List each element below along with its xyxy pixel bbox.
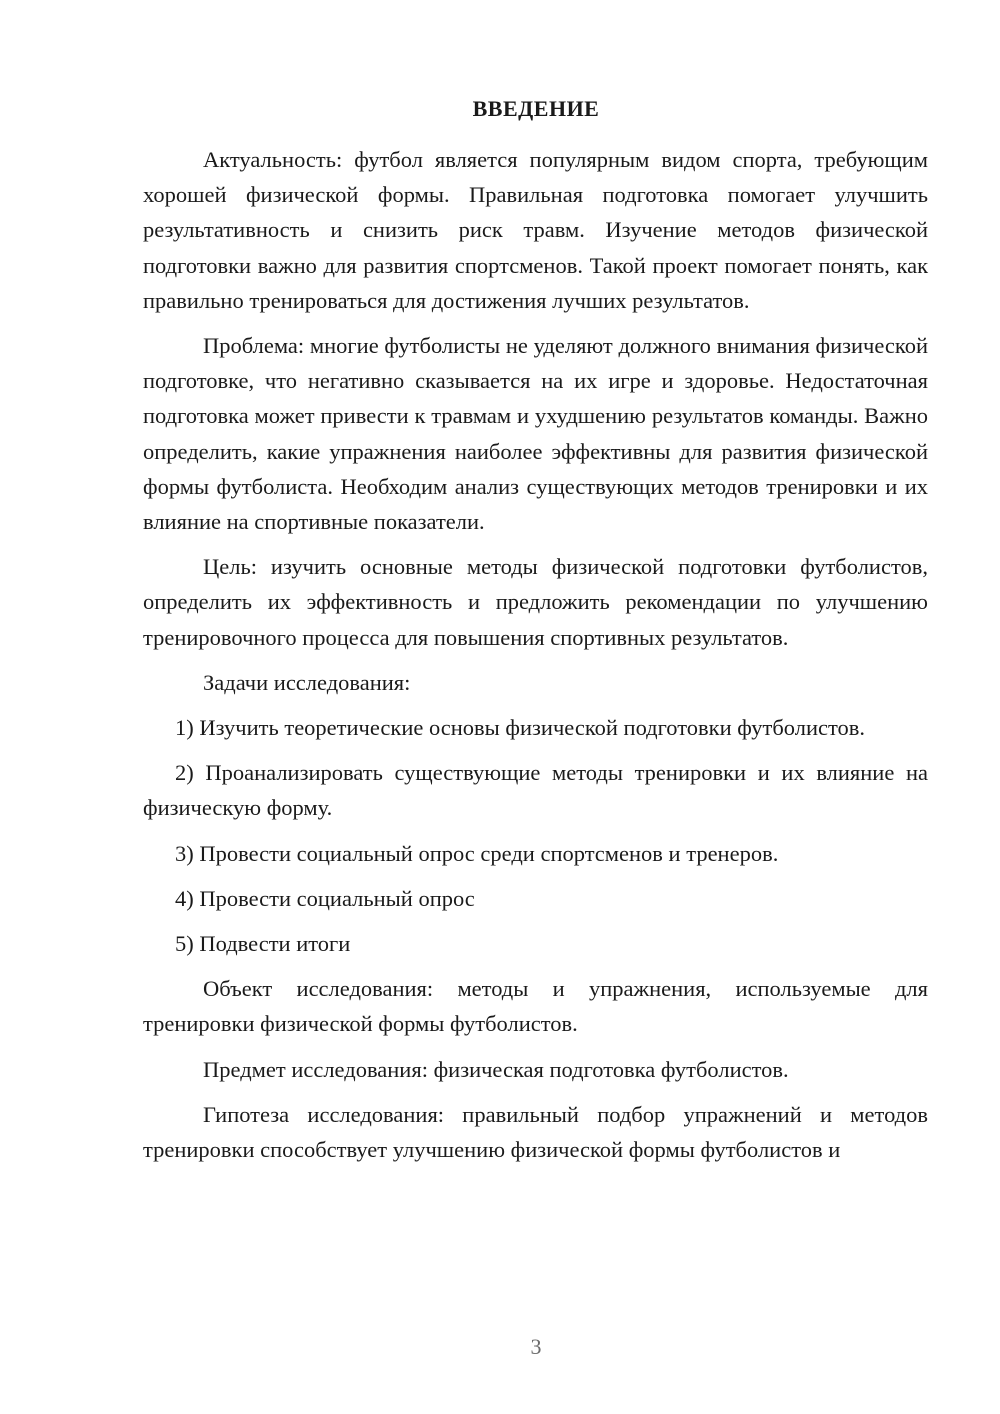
task-item-5: 5) Подвести итоги <box>175 931 351 957</box>
page-number: 3 <box>530 1334 542 1359</box>
task-item-1: 1) Изучить теоретические основы физической подготовки футболистов. <box>175 715 866 741</box>
task-item-2: 2) Проанализировать существующие методы тренировки и их влияние на физическую форму. <box>143 760 928 821</box>
paragraph-object: Объект исследования: методы и упражнения, используемые для тренировки физической формы футболистов. <box>143 976 928 1037</box>
paragraph-tasks-title: Задачи исследования: <box>203 669 411 695</box>
task-item-4: 4) Провести социальный опрос <box>175 885 475 911</box>
document-body <box>143 142 928 1177</box>
paragraph-problem: Проблема: многие футболисты не уделяют должного внимания физической подготовке, что негативно сказывается на их игре и здоровье. Недостаточная подготовка может привести к травмам и ухудшению результатов команды. Важно определить, какие упражнения наиболее эффективны для развития физической формы футболиста. Необходим анализ существующих методов тренировки и их влияние на спортивные показатели. <box>143 333 928 535</box>
paragraph-goal: Цель: изучить основные методы физической подготовки футболистов, определить их эффективность и предложить рекомендации по улучшению тренировочного процесса для повышения спортивных результатов. <box>143 554 928 650</box>
task-item-3: 3) Провести социальный опрос среди спортсменов и тренеров. <box>175 840 779 866</box>
paragraph-subject: Предмет исследования: физическая подготовка футболистов. <box>203 1056 789 1082</box>
paragraph-relevance: Актуальность: футбол является популярным видом спорта, требующим хорошей физической формы. Правильная подготовка помогает улучшить результативность и снизить риск травм. Изучение методов физической подготовки важно для развития спортсменов. Такой проект помогает понять, как правильно тренироваться для достижения лучших результатов. <box>143 147 928 313</box>
paragraph-hypothesis: Гипотеза исследования: правильный подбор упражнений и методов тренировки способствует улучшению физической формы футболистов и <box>143 1101 928 1163</box>
section-heading: ВВЕДЕНИЕ <box>472 96 600 121</box>
